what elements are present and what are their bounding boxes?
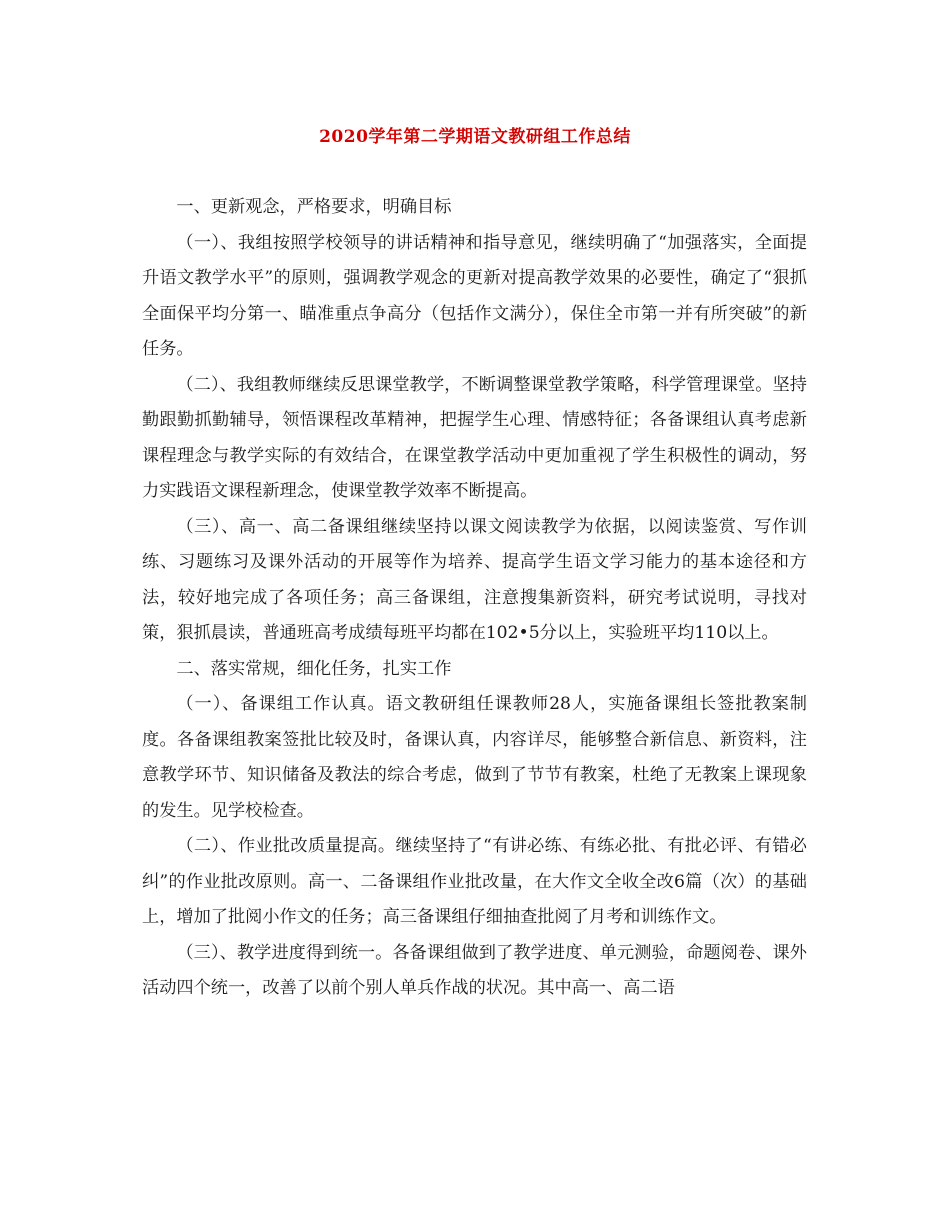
paragraph-2-3: （三）、教学进度得到统一。各备课组做到了教学进度、单元测验，命题阅卷、课外活动四个统一，改善了以前个别人单兵作战的状况。其中高一、高二语 [142, 942, 807, 998]
paragraph-2-2: （二）、作业批改质量提高。继续坚持了“有讲必练、有练必批、有批必评、有错必纠”的作业批改原则。高一、二备课组作业批改量，在大作文全收全改6篇（次）的基础上，增加了批阅小作文的任务；高三备课组仔细抽查批阅了月考和训练作文。 [142, 836, 807, 927]
paragraph-1-3: （三）、高一、高二备课组继续坚持以课文阅读教学为依据，以阅读鉴赏、写作训练、习题练习及课外活动的开展等作为培养、提高学生语文学习能力的基本途径和方法，较好地完成了各项任务；高三备课组，注意搜集新资料，研究考试说明，寻找对策，狠抓晨读，普通班高考成绩每班平均都在102•5分以上，实验班平均110以上。 [142, 516, 807, 643]
section-heading-2: 二、落实常规，细化任务，扎实工作 [176, 658, 452, 679]
document-title: 2020学年第二学期语文教研组工作总结 [319, 127, 631, 147]
paragraph-1-2: （二）、我组教师继续反思课堂教学，不断调整课堂教学策略，科学管理课堂。坚持勤跟勤抓勤辅导，领悟课程改革精神，把握学生心理、情感特征；各备课组认真考虑新课程理念与教学实际的有效结合，在课堂教学活动中更加重视了学生积极性的调动，努力实践语文课程新理念，使课堂教学效率不断提高。 [142, 374, 807, 501]
paragraph-2-1: （一）、备课组工作认真。语文教研组任课教师28人，实施备课组长签批教案制度。各备课组教案签批比较及时，备课认真，内容详尽，能够整合新信息、新资料，注意教学环节、知识储备及教法的综合考虑，做到了节节有教案，杜绝了无教案上课现象的发生。见学校检查。 [142, 694, 807, 821]
document-body [142, 190, 807, 1007]
paragraph-1-1: （一）、我组按照学校领导的讲话精神和指导意见，继续明确了“加强落实，全面提升语文教学水平”的原则，强调教学观念的更新对提高教学效果的必要性，确定了“狠抓全面保平均分第一、瞄准重点争高分（包括作文满分），保住全市第一并有所突破”的新任务。 [142, 232, 807, 359]
section-heading-1: 一、更新观念，严格要求，明确目标 [176, 197, 452, 217]
